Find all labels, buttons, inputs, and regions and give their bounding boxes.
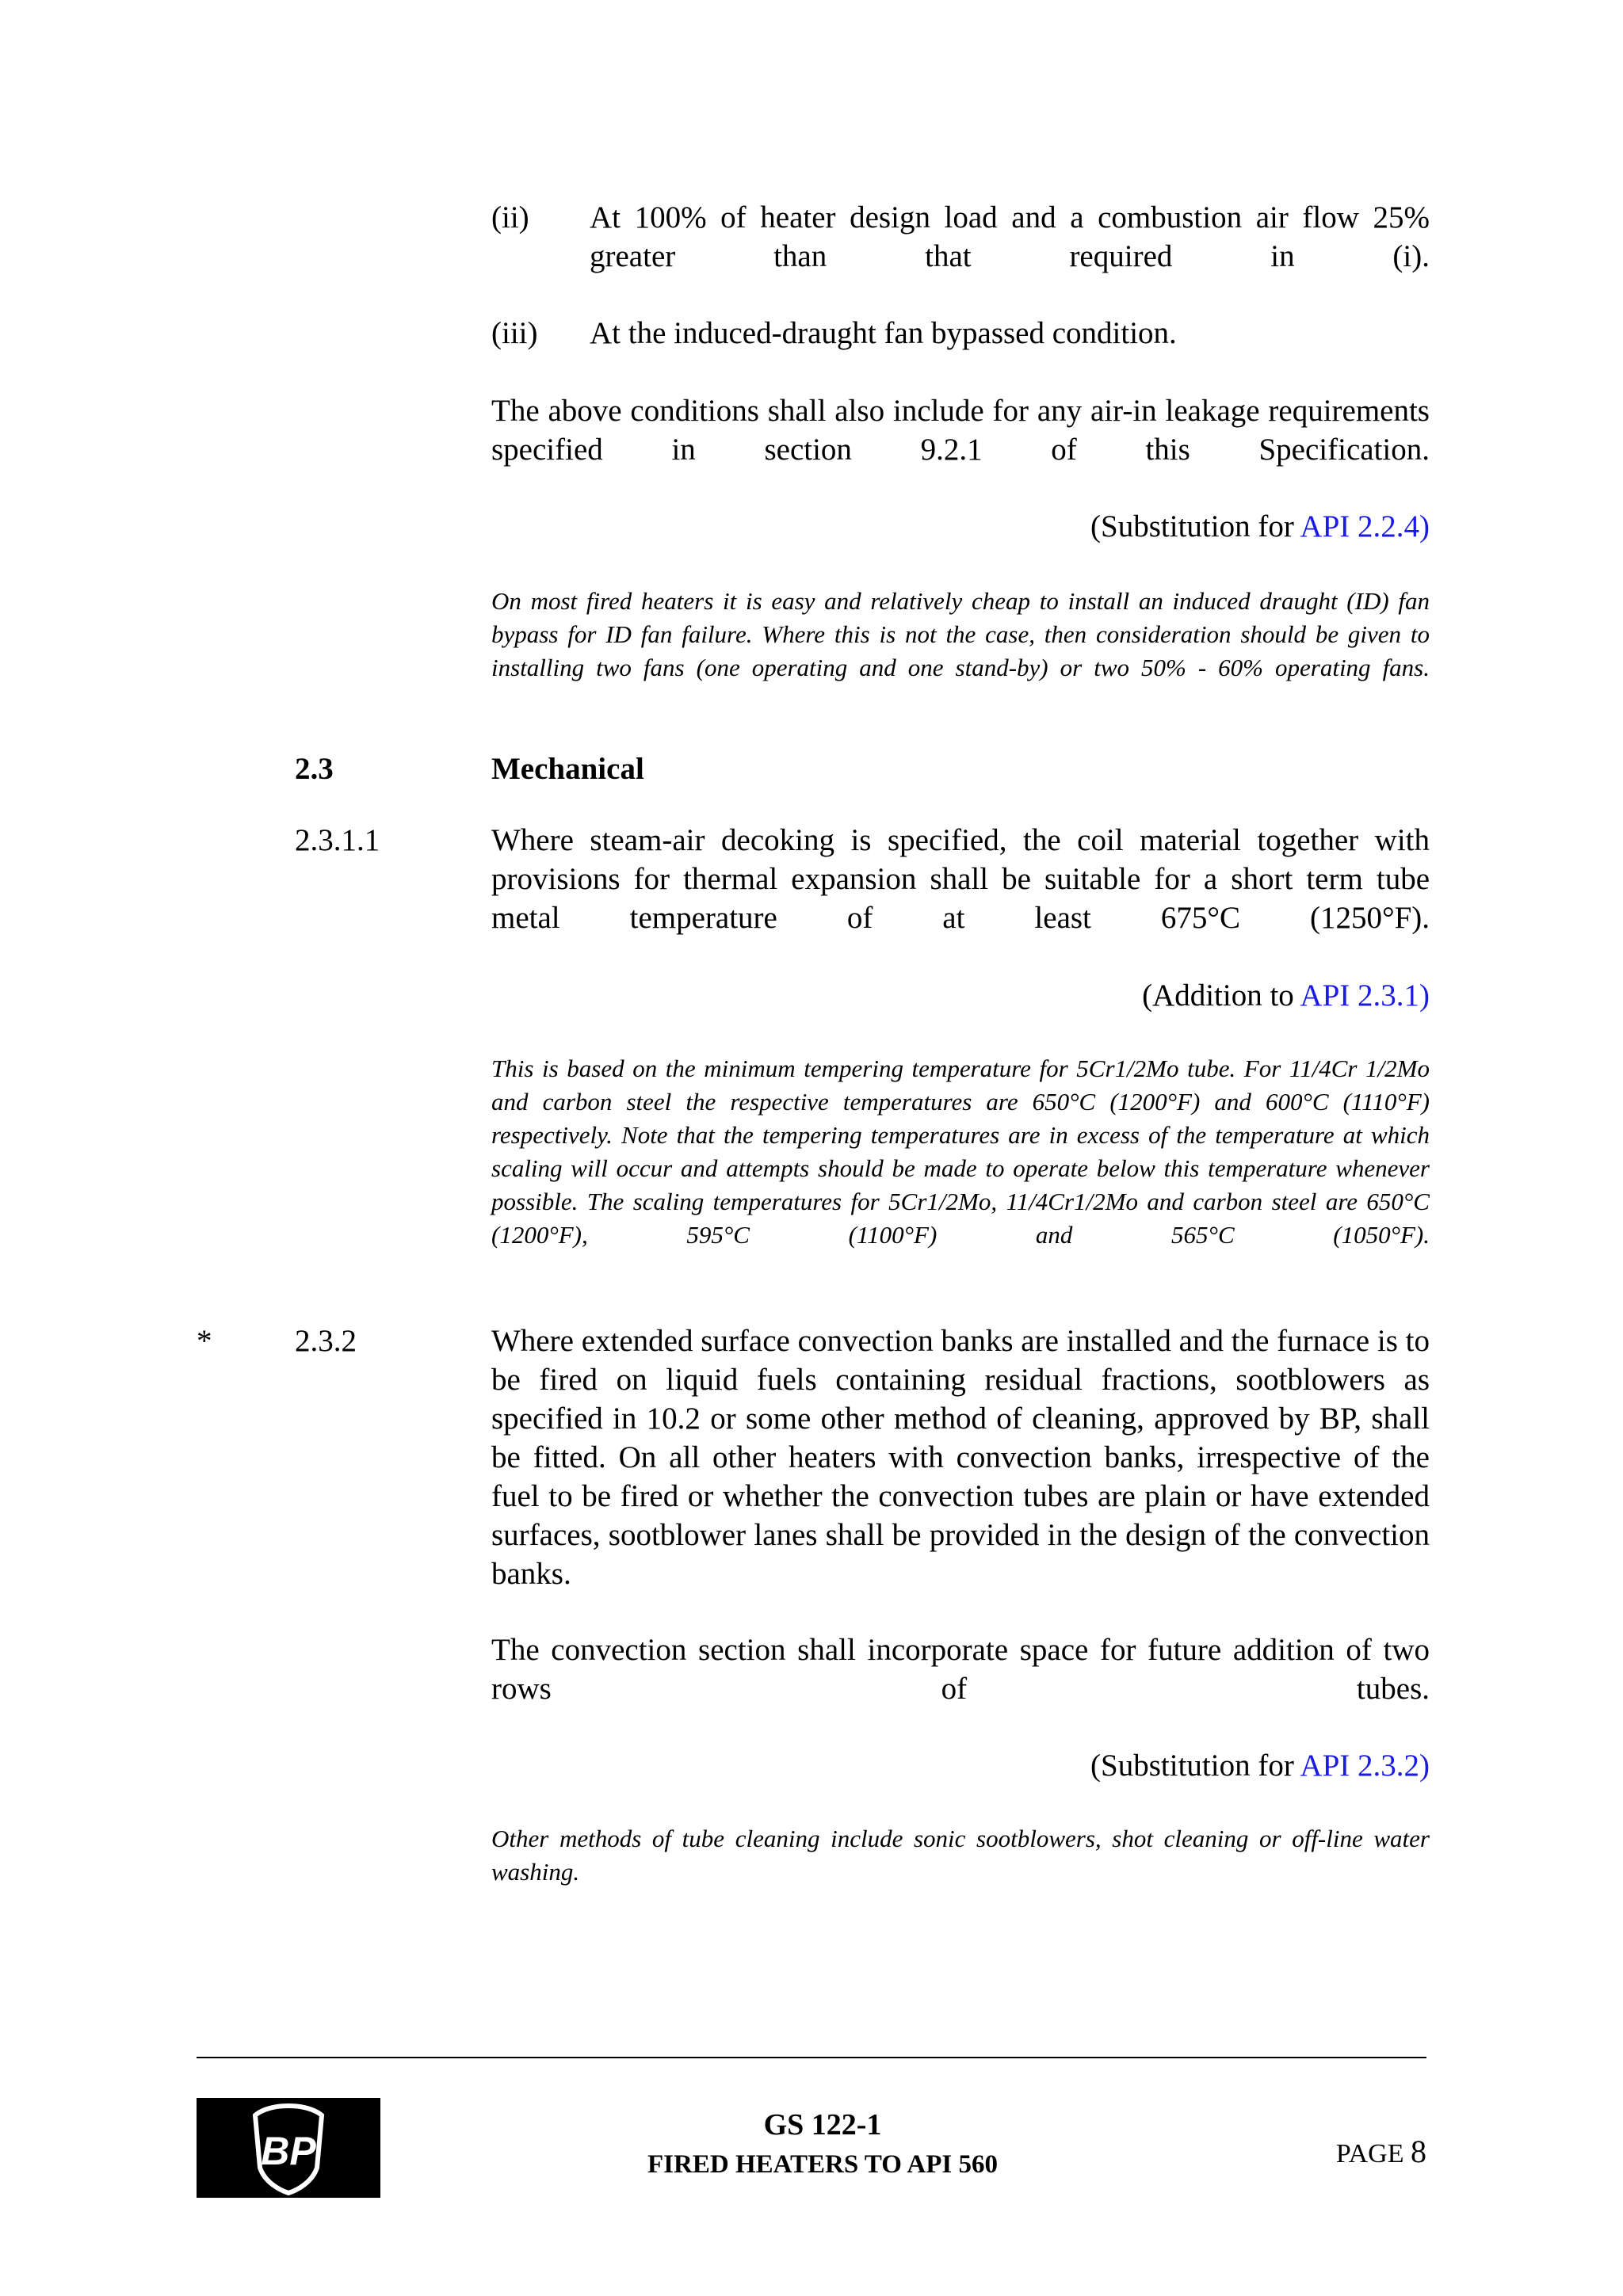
- bp-logo: [197, 2098, 380, 2198]
- clause-text-2-3-2-convection-space: The convection section shall incorporate space for future addition of two rows of tubes.: [491, 1633, 1430, 1706]
- above-conditions-paragraph: The above conditions shall also include for any air-in leakage requirements specified in section 9.2.1 of this Specification.: [491, 394, 1430, 467]
- footer-doc-title: FIRED HEATERS TO API 560: [647, 2150, 998, 2179]
- reference-api-2-3-2: [491, 1746, 1430, 1785]
- list-label-ii: (ii): [491, 200, 529, 235]
- reference-api-2-2-4: [491, 507, 1430, 546]
- reference-prefix: (Addition to: [1142, 978, 1300, 1013]
- guidance-note-id-fan: On most fired heaters it is easy and relatively cheap to install an induced draught (ID) fan bypass for ID fan failure. Where this is not the case, then consideration should be given to installing two fans (one operating and one stand-by) or two 50% - 60% operating fans.: [491, 587, 1430, 681]
- clause-number-2-3-1-1: 2.3.1.1: [295, 823, 380, 857]
- clause-text-2-3-2: Where extended surface convection banks are installed and the furnace is to be fired on liquid fuels containing residual fractions, sootblowers as specified in 10.2 or some other method of cleaning, approved by BP, shall be fitted. On all other heaters with convection banks, irrespective of the fuel to be fired or whether the convection tubes are plain or have extended surfaces, sootblower lanes shall be provided in the design of the convection banks.: [491, 1324, 1430, 1591]
- guidance-note-tempering: This is based on the minimum tempering temperature for 5Cr1/2Mo tube. For 11/4Cr 1/2Mo and carbon steel the respective temperatures are 650°C (1200°F) and 600°C (1110°F) respectively. Note that the tempering temperatures are in excess of the temperature at which scaling will occur and attempts should be made to operate below this temperature whenever possible. The scaling temperatures for 5Cr1/2Mo, 11/4Cr1/2Mo and carbon steel are 650°C (1200°F), 595°C (1100°F) and 565°C (1050°F).: [491, 1055, 1430, 1249]
- section-number: 2.3: [295, 752, 334, 786]
- footer-page-number: 8: [1411, 2134, 1426, 2169]
- list-label-iii: (iii): [491, 316, 538, 350]
- footer-doc-number: GS 122-1: [763, 2108, 882, 2142]
- footer-divider: [197, 2057, 1426, 2058]
- reference-prefix: (Substitution for: [1090, 1749, 1300, 1783]
- list-item-ii-body: At 100% of heater design load and a combustion air flow 25% greater than that required in (i).: [590, 200, 1430, 273]
- api-2-3-2-link[interactable]: API 2.3.2): [1300, 1749, 1430, 1783]
- bp-shield-icon: [197, 2098, 380, 2198]
- list-item-ii-text: [590, 198, 1430, 276]
- footer-page-indicator: [1268, 2136, 1426, 2170]
- api-2-2-4-link[interactable]: API 2.2.4): [1300, 509, 1430, 543]
- section-title: Mechanical: [491, 752, 644, 786]
- reference-api-2-3-1: [491, 976, 1430, 1015]
- clause-number-2-3-2: 2.3.2: [295, 1324, 357, 1358]
- clause-text-2-3-1-1: Where steam-air decoking is specified, the coil material together with provisions for thermal expansion shall be suitable for a short term tube metal temperature of at least 675°C (1250°F).: [491, 823, 1430, 935]
- guidance-note-tube-cleaning: Other methods of tube cleaning include sonic sootblowers, shot cleaning or off-line water washing.: [491, 1825, 1430, 1886]
- api-2-3-1-link[interactable]: API 2.3.1): [1300, 978, 1430, 1013]
- reference-prefix: (Substitution for: [1090, 509, 1300, 543]
- bp-logo-text: BP: [261, 2129, 316, 2173]
- list-item-iii-text: At the induced-draught fan bypassed condition.: [590, 316, 1177, 350]
- change-marker-asterisk: *: [197, 1324, 212, 1358]
- footer-page-label: PAGE: [1335, 2139, 1404, 2168]
